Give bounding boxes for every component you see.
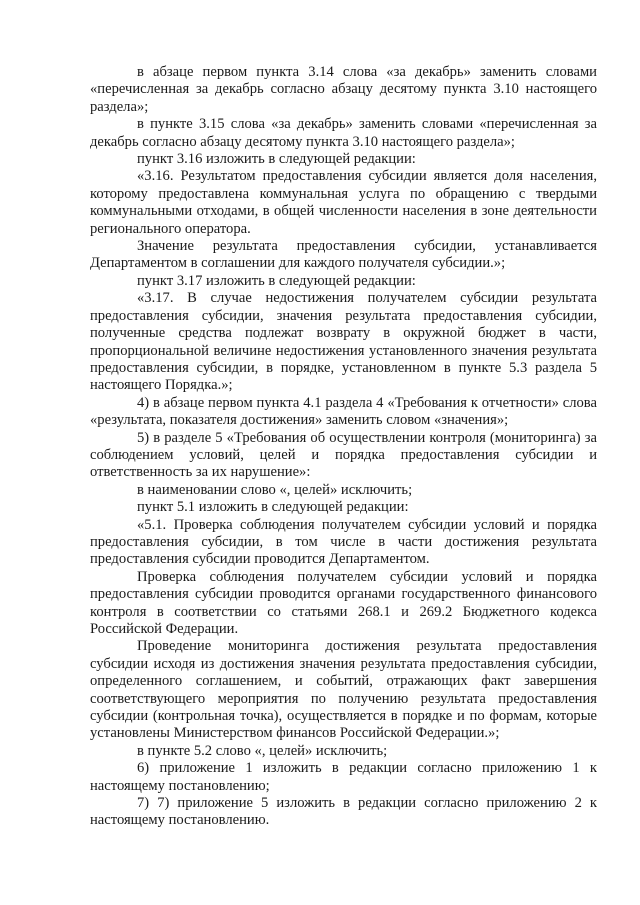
paragraph-3-15: в пункте 3.15 слова «за декабрь» заменить словами «перечисленная за декабрь согласно абзацу десятому пункта 3.10 настоящего раздела»; bbox=[90, 116, 597, 150]
paragraph-3-14: в абзаце первом пункта 3.14 слова «за декабрь» заменить словами «перечисленная за декабрь согласно абзацу десятому пункта 3.10 настоящего раздела»; bbox=[90, 64, 597, 115]
paragraph-3-16-value: Значение результата предоставления субсидии, устанавливается Департаментом в соглашении для каждого получателя субсидии.»; bbox=[90, 238, 597, 272]
paragraph-5-1-monitoring: Проведение мониторинга достижения результата предоставления субсидии исходя из достижения значения результата предоставления субсидии, определенного соглашением, и событий, отражающих факт завершения соответствующего мероприятия по получению результата предоставления субсидии (контрольная точка), осуществляется в порядке и по формам, которые установлены Министерством финансов Российской Федерации.»; bbox=[90, 638, 597, 742]
paragraph-5-1-text: «5.1. Проверка соблюдения получателем субсидии условий и порядка предоставления субсидии, в том числе в части достижения результата предоставления субсидии проводится Департаментом. bbox=[90, 516, 597, 568]
paragraph-item-6: 6) приложение 1 изложить в редакции согласно приложению 1 к настоящему постановлению; bbox=[90, 760, 597, 794]
paragraph-5-1-check: Проверка соблюдения получателем субсидии условий и порядка предоставления субсидии проводится органами государственного финансового контроля в соответствии со статьями 268.1 и 269.2 Бюджетного кодекса Российской Федерации. bbox=[90, 568, 597, 637]
paragraph-section-title: в наименовании слово «, целей» исключить; bbox=[137, 481, 413, 498]
paragraph-item-5: 5) в разделе 5 «Требования об осуществлении контроля (мониторинга) за соблюдением условий, целей и порядка предоставления субсидии и ответственность за их нарушение»: bbox=[90, 429, 597, 481]
paragraph-3-17-intro: пункт 3.17 изложить в следующей редакции: bbox=[137, 272, 416, 289]
paragraph-5-2: в пункте 5.2 слово «, целей» исключить; bbox=[137, 742, 388, 759]
document-body bbox=[90, 64, 597, 830]
paragraph-3-16-text: «3.16. Результатом предоставления субсидии является доля населения, которому предоставлена коммунальная услуга по обращению с твердыми коммунальными отходами, в общей численности населения в зоне деятельности регионального оператора. bbox=[90, 168, 597, 237]
paragraph-item-7: 7) 7) приложение 5 изложить в редакции согласно приложению 2 к настоящему постановлению. bbox=[90, 795, 597, 829]
paragraph-item-4: 4) в абзаце первом пункта 4.1 раздела 4 «Требования к отчетности» слова «результата, показателя достижения» заменить словом «значения»; bbox=[90, 394, 597, 429]
paragraph-5-1-intro: пункт 5.1 изложить в следующей редакции: bbox=[137, 499, 409, 516]
paragraph-3-17-text: «3.17. В случае недостижения получателем субсидии результата предоставления субсидии, значения результата предоставления субсидии, полученные средства подлежат возврату в окружной бюджет в части, пропорциональной величине недостижения установленного значения результата предоставления субсидии, в порядке, установленном в пункте 5.3 раздела 5 настоящего Порядка.»; bbox=[90, 290, 597, 394]
paragraph-3-16-intro: пункт 3.16 изложить в следующей редакции: bbox=[137, 151, 416, 168]
